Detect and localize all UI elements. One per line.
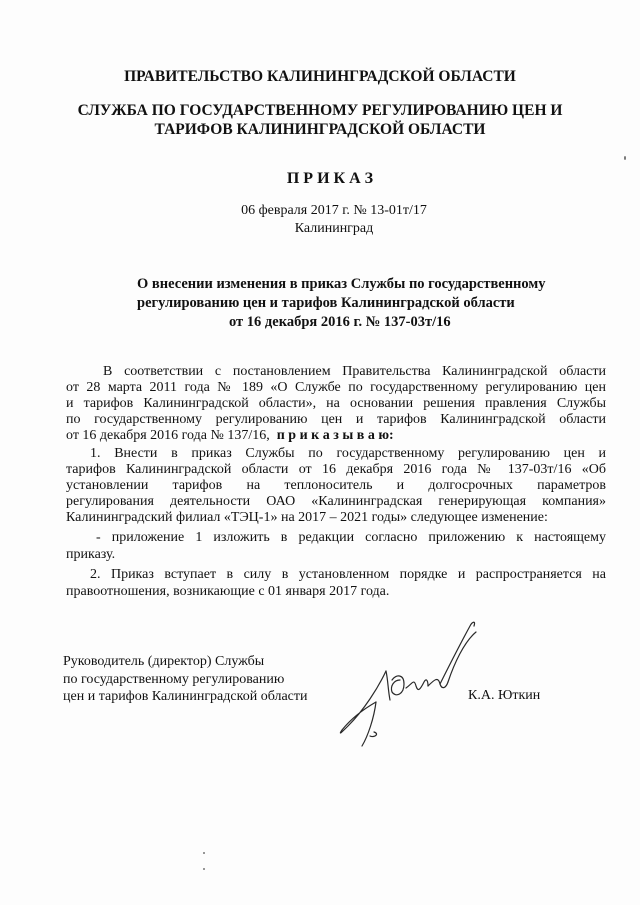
body-line: регулирования деятельности ОАО «Калининградская генерирующая компания» — [66, 494, 606, 509]
signatory-title-line1: Руководитель (директор) Службы — [63, 654, 265, 669]
date-number: 06 февраля 2017 г. № 13-01т/17 — [241, 203, 427, 218]
signatory-name: К.А. Юткин — [468, 688, 541, 703]
body-line — [66, 428, 606, 444]
body-line: и тарифов Калининградской области», на основании решения правления Службы — [66, 396, 606, 411]
item-1-line: 1. Внести в приказ Службы по государственному регулированию цен и — [90, 446, 606, 461]
body-line: правоотношения, возникающие с 01 января 2017 года. — [66, 584, 390, 599]
order-word: п р и к а з ы в а ю: — [276, 428, 394, 443]
handwritten-signature — [330, 618, 480, 753]
service-heading-line2: ТАРИФОВ КАЛИНИНГРАДСКОЙ ОБЛАСТИ — [154, 121, 486, 138]
city: Калининград — [294, 221, 374, 236]
body-line: В соответствии с постановлением Правительства Калининградской области — [103, 364, 606, 379]
body-line-date: от 16 декабря 2016 года № 137/16, — [66, 428, 270, 443]
body-line: приказу. — [66, 547, 116, 562]
body-line: по государственному регулированию цен и тарифов Калининградской области — [66, 412, 606, 427]
signatory-title-line3: цен и тарифов Калининградской области — [63, 689, 308, 705]
appendix-line: - приложение 1 изложить в редакции согласно приложению к настоящему — [96, 530, 606, 545]
item-2-line: 2. Приказ вступает в силу в установленном порядке и распространяется на — [90, 567, 606, 582]
subject-line3: от 16 декабря 2016 г. № 137-03т/16 — [229, 314, 451, 330]
body-line: от 28 марта 2011 года № 189 «О Службе по государственному регулированию цен — [66, 380, 606, 395]
scan-speck — [203, 852, 205, 854]
service-heading-line1: СЛУЖБА ПО ГОСУДАРСТВЕННОМУ РЕГУЛИРОВАНИЮ ЦЕН И — [77, 102, 563, 119]
body-line: Калининградский филиал «ТЭЦ-1» на 2017 – 2021 годы» следующее изменение: — [66, 510, 548, 525]
signatory-title-line2: по государственному регулированию — [63, 671, 285, 687]
document-type: П Р И К А З — [286, 170, 374, 187]
subject-line2: регулированию цен и тарифов Калининградской области — [137, 295, 515, 311]
subject-line1: О внесении изменения в приказ Службы по государственному — [137, 276, 546, 292]
scan-speck — [203, 868, 205, 870]
body-line: тарифов Калининградской области от 16 декабря 2016 года № 137-03т/16 «Об — [66, 462, 606, 477]
scan-speck — [624, 156, 626, 160]
signatory-title — [63, 653, 308, 706]
government-heading: ПРАВИТЕЛЬСТВО КАЛИНИНГРАДСКОЙ ОБЛАСТИ — [124, 68, 516, 85]
body-line: установлении тарифов на теплоноситель и долгосрочных параметров — [66, 478, 606, 493]
